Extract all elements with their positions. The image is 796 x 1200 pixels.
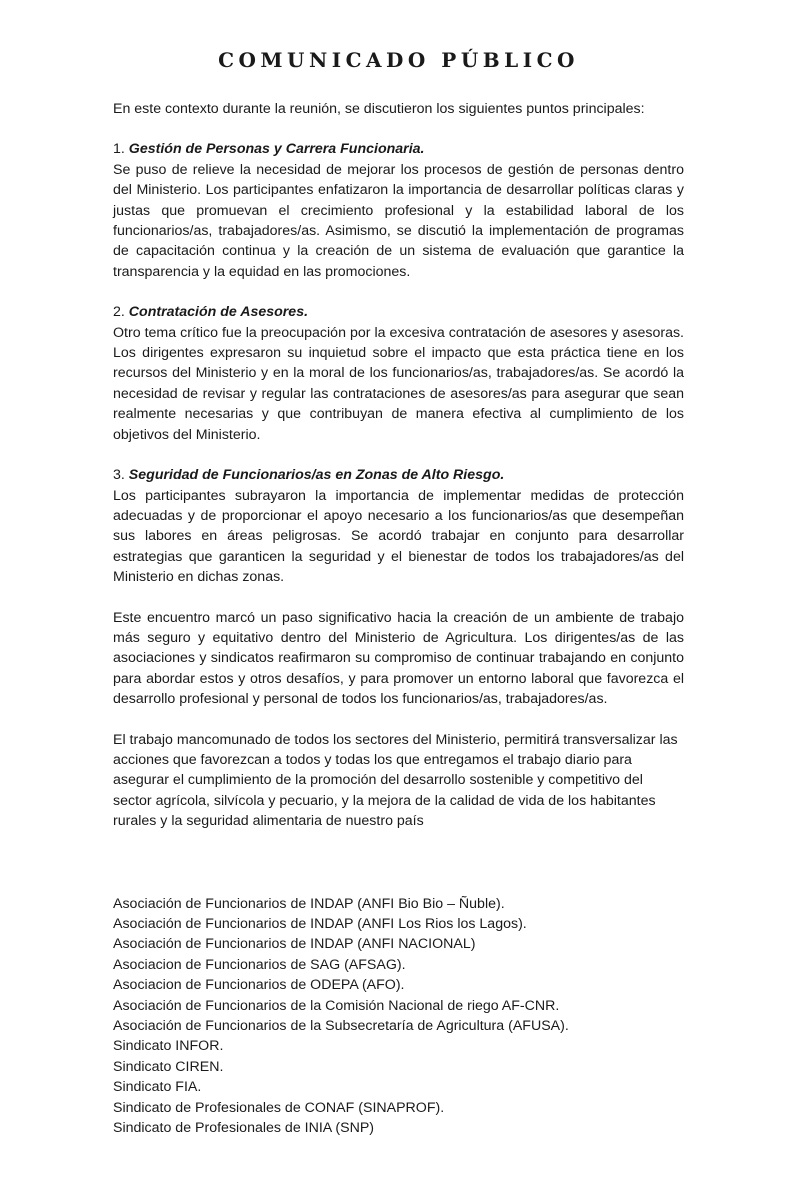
section-3 (113, 465, 684, 587)
section-title: Gestión de Personas y Carrera Funcionaria. (128, 141, 425, 158)
section-body: Los participantes subrayaron la importancia de implementar medidas de protección adecuadas y de proporcionar el apoyo necesario a los funcionarios/as que desempeñan sus labores en áreas peligrosas. Se acordó trabajar en conjunto para desarrollar estrategias que garanticen la seguridad y el bienestar de todos los trabajadores/as del Ministerio en dichas zonas. (113, 487, 684, 586)
section-body: Se puso de relieve la necesidad de mejorar los procesos de gestión de personas dentro del Ministerio. Los participantes enfatizaron la importancia de desarrollar políticas claras y justas que promuevan el crecimiento profesional y la estabilidad laboral de los funcionarios/as, trabajadores/as. Asimismo, se discutió la implementación de programas de capacitación continua y la creación de un sistema de evaluación que garantice la transparencia y la equidad en las promociones. (113, 161, 684, 280)
signatory-item: Sindicato de Profesionales de INIA (SNP) (113, 1120, 375, 1137)
signatory-item: Asociación de Funcionarios de INDAP (ANFI Los Rios los Lagos). (113, 916, 527, 932)
section-heading (113, 139, 684, 159)
closing-paragraph-2: El trabajo mancomunado de todos los sectores del Ministerio, permitirá transversalizar las acciones que favorezcan a todos y todas los que entregamos el trabajo diario para asegurar el cumplimiento de la promoción del desarrollo sostenible y competitivo del sector agrícola, silvícola y pecuario, y la mejora de la calidad de vida de los habitantes rurales y la seguridad alimentaria de nuestro país (113, 731, 678, 830)
signatory-item: Sindicato CIREN. (113, 1058, 224, 1075)
section-heading (113, 465, 684, 485)
signatory-item: Sindicato FIA. (113, 1079, 202, 1096)
intro-paragraph: En este contexto durante la reunión, se discutieron los siguientes puntos principales: (113, 101, 645, 117)
signatory-item: Sindicato de Profesionales de CONAF (SINAPROF). (113, 1099, 445, 1116)
signatory-item: Asociacion de Funcionarios de ODEPA (AFO). (113, 977, 405, 994)
section-1 (113, 139, 684, 282)
section-body: Otro tema crítico fue la preocupación por la excesiva contratación de asesores y asesoras. Los dirigentes expresaron su inquietud sobre el impacto que esta práctica tiene en los recursos del Ministerio y en la moral de los funcionarios/as, trabajadores/as. Se acordó la necesidad de revisar y regular las contrataciones de asesores/as para asegurar que sean realmente necesarias y que contribuyan de manera efectiva al cumplimiento de los objetivos del Ministerio. (113, 324, 684, 443)
signatory-item: Asociación de Funcionarios de la Comisión Nacional de riego AF-CNR. (113, 997, 560, 1014)
section-number: 1. (113, 141, 125, 158)
section-number: 2. (113, 304, 125, 321)
section-heading (113, 302, 684, 322)
closing-paragraph-1: Este encuentro marcó un paso significativo hacia la creación de un ambiente de trabajo más seguro y equitativo dentro del Ministerio de Agricultura. Los dirigentes/as de las asociaciones y sindicatos reafirmaron su compromiso de continuar trabajando en conjunto para abordar estos y otros desafíos, y para promover un entorno laboral que favorezca el desarrollo profesional y personal de todos los funcionarios/as, trabajadores/as. (113, 609, 684, 708)
section-number: 3. (113, 467, 125, 484)
signatory-item: Asociación de Funcionarios de INDAP (ANFI NACIONAL) (113, 936, 476, 953)
section-title: Seguridad de Funcionarios/as en Zonas de Alto Riesgo. (128, 467, 505, 484)
document-title: COMUNICADO PÚBLICO (218, 48, 579, 72)
section-title: Contratación de Asesores. (128, 304, 309, 321)
signatory-item: Asociacion de Funcionarios de SAG (AFSAG). (113, 956, 406, 973)
signatory-item: Asociación de Funcionarios de INDAP (ANFI Bio Bio – Ñuble). (113, 895, 505, 912)
signatory-item: Sindicato INFOR. (113, 1038, 224, 1055)
signatory-item: Asociación de Funcionarios de la Subsecretaría de Agricultura (AFUSA). (113, 1018, 569, 1035)
signatories-list (113, 894, 684, 1139)
section-2 (113, 302, 684, 445)
